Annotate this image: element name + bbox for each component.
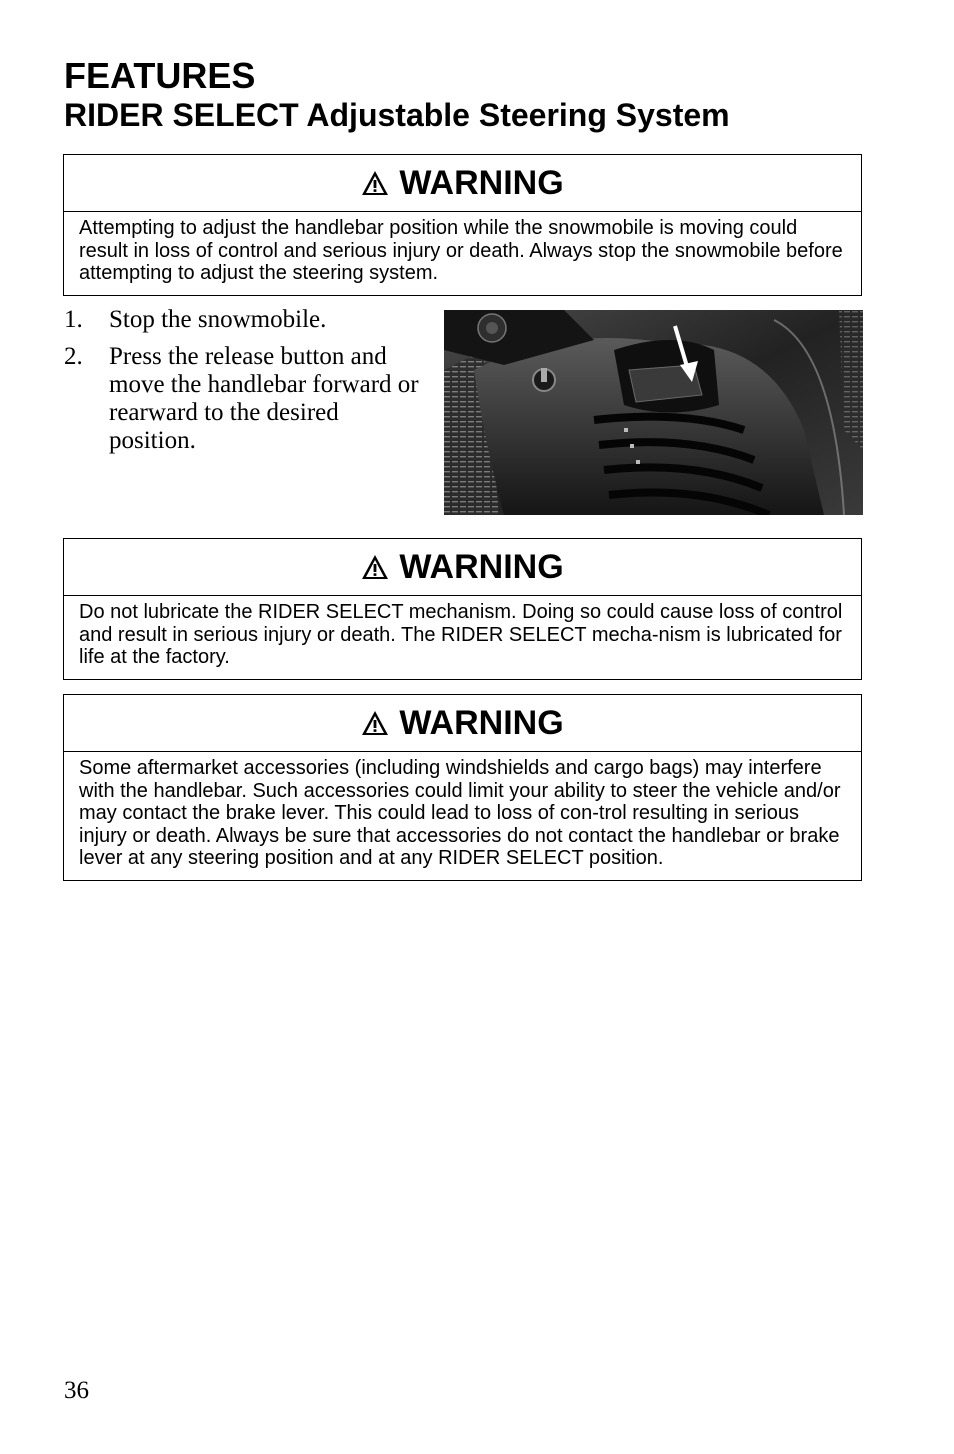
warning-title: WARNING — [399, 547, 564, 586]
warning-text: Some aftermarket accessories (including windshields and cargo bags) may interfere with the handlebar. Such accessories could limit your ability to steer the vehicle and/or may contact the brake lever. This could lead to loss of con-trol resulting in serious injury or death. Always be sure that accessories do not contact the handlebar or brake lever at any steering position and at any RIDER SELECT position. — [79, 757, 841, 869]
step-number: 1. — [64, 306, 83, 333]
warning-text: Attempting to adjust the handlebar position while the snowmobile is moving could result in loss of control and serious injury or death. Always stop the snowmobile before attempting to adjust the steering system. — [79, 217, 843, 284]
warning-header — [64, 539, 861, 596]
warning-box-1 — [63, 154, 862, 296]
warning-text: Do not lubricate the RIDER SELECT mechanism. Doing so could cause loss of control and result in serious injury or death. The RIDER SELECT mecha-nism is lubricated for life at the factory. — [79, 601, 843, 668]
page-number: 36 — [64, 1377, 89, 1404]
step-number: 2. — [64, 343, 83, 370]
warning-triangle-icon — [361, 554, 389, 580]
warning-title: WARNING — [399, 703, 564, 742]
warning-triangle-icon — [361, 170, 389, 196]
warning-triangle-icon — [361, 710, 389, 736]
warning-box-2 — [63, 538, 862, 680]
section-title: FEATURES — [64, 55, 256, 96]
warning-header — [64, 155, 861, 212]
warning-header — [64, 695, 861, 752]
step-item — [64, 306, 430, 334]
subsection-title: RIDER SELECT Adjustable Steering System — [64, 97, 730, 133]
step-text: Press the release button and move the handlebar forward or rearward to the desired position. — [109, 343, 419, 454]
warning-title: WARNING — [399, 163, 564, 202]
warning-box-3 — [63, 694, 862, 881]
step-text: Stop the snowmobile. — [109, 306, 327, 333]
procedure-steps — [64, 306, 430, 464]
snowmobile-console-photo — [444, 310, 863, 515]
photo-illustration — [444, 310, 863, 515]
step-item — [64, 343, 430, 455]
